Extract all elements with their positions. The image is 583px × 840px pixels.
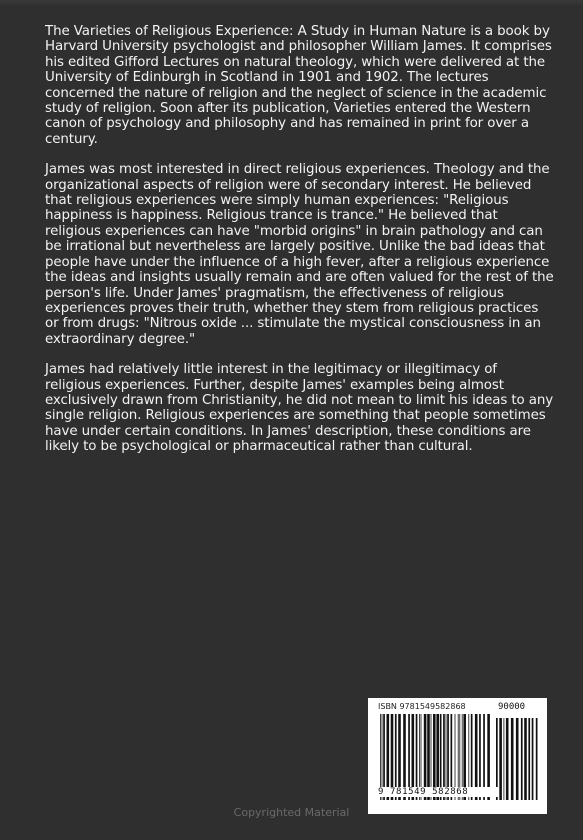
blurb-paragraph-2: James was most interested in direct religious experiences. Theology and the organizational aspects of religion were of secondary interest. He believed that religious experiences were simply human experiences: "Religious happiness is happiness. Religious trance is trance." He believed that religious experiences can have "morbid origins" in brain pathology and can be irrational but nevertheless are largely positive. Unlike the bad ideas that people have under the influence of a high fever, after a religious experience the ideas and insights usually remain and are often valued for the rest of the person's life. Under James' pragmatism, the effectiveness of religious experiences proves their truth, whether they stem from religious practices or from drugs: "Nitrous oxide ... stimulate the mystical consciousness in an extraordinary degree." [45, 162, 554, 347]
addon-barcode-bars [496, 718, 540, 800]
blurb-paragraph-3: James had relatively little interest in the legitimacy or illegitimacy of religious experiences. Further, despite James' examples being almost exclusively drawn from Christianity, he did not mean to limit his ideas to any single religion. Religious experiences are something that people sometimes have under certain conditions. In James' description, these conditions are likely to be psychological or pharmaceutical rather than cultural. [45, 362, 554, 455]
isbn-label: ISBN 9781549582868 [378, 702, 466, 711]
barcode-bar [536, 718, 538, 800]
barcode-bar [532, 718, 534, 800]
blurb-paragraph-1: The Varieties of Religious Experience: A Study in Human Nature is a book by Harvard University psychologist and philosopher William James. It comprises his edited Gifford Lectures on natural theology, which were delivered at the University of Edinburgh in Scotland in 1901 and 1902. The lectures concerned the nature of religion and the neglect of science in the academic study of religion. Soon after its publication, Varieties entered the Western canon of psychology and philosophy and has remained in print for over a century. [45, 24, 552, 147]
barcode-bar [521, 718, 523, 800]
cover-top-edge [0, 0, 583, 6]
barcode-bar [516, 718, 519, 800]
copyright-watermark: Copyrighted Material [233, 806, 350, 819]
barcode-bar [511, 718, 514, 800]
barcode-bar [499, 718, 502, 800]
addon-number: 90000 [498, 702, 526, 712]
barcode-bar [506, 718, 509, 800]
ean-digits: 9 781549 582868 [376, 787, 498, 797]
isbn-barcode-box [368, 698, 547, 814]
blurb-text [45, 24, 555, 470]
barcode-bar [528, 718, 530, 800]
barcode-bar [504, 718, 505, 800]
barcode-bar [524, 718, 527, 800]
